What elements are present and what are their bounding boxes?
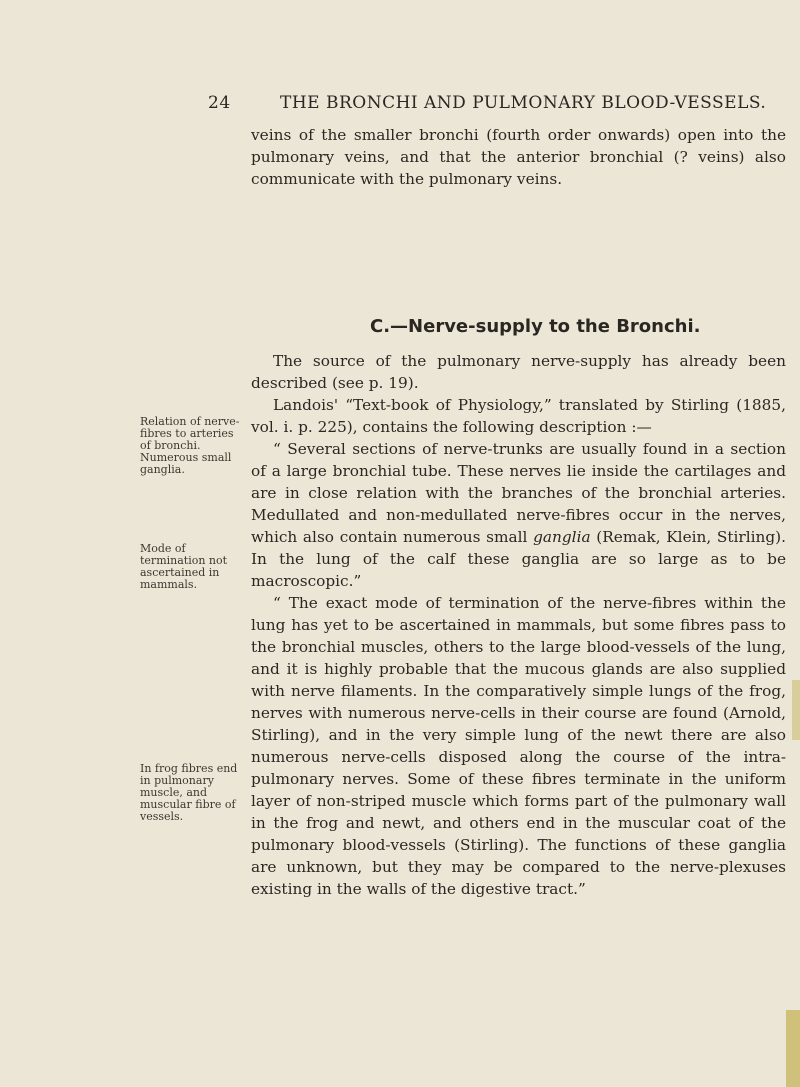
paragraph-landois: Landois' “Text-book of Physiology,” translated by Stirling (1885, vol. i. p. 225), contains the following description :— (251, 396, 786, 436)
paragraph-quote-1 (251, 438, 786, 592)
section-heading: C.—Nerve-supply to the Bronchi. (370, 316, 701, 337)
margin-note-frog: In frog fibres end in pulmonary muscle, and muscular fibre of vessels. (140, 762, 238, 823)
paragraph-quote-2: “ The exact mode of termination of the nerve-fibres within the lung has yet to be ascertained in mammals, but some fibres pass to the bronchial muscles, others to the large blood-vessels of the lung, and it is highly probable that the mucous glands are also supplied with nerve filaments. In the comparatively simple lungs of the frog, nerves with numerous nerve-cells in their course are found (Arnold, Stirling), and in the very simple lung of the newt there are also numerous nerve-cells disposed along the course of the intra-pulmonary nerves. Some of these fibres terminate in the uniform layer of non-striped muscle which forms part of the pulmonary wall in the frog and newt, and others end in the muscular coat of the pulmonary blood-vessels (Stirling). The functions of these ganglia are unknown, but they may be compared to the nerve-plexuses existing in the walls of the digestive tract.” (251, 594, 786, 898)
paragraph-source: The source of the pulmonary nerve-supply has already been described (see p. 19). (251, 352, 786, 392)
quote-1-part-a: “ Several sections of nerve-trunks are usually found in a section of a large bronchial tube. These nerves lie inside the cartilages and are in close relation with the branches of the bronchial arteries. Medullated and non-medullated nerve-fibres occur in the nerves, which also contain numerous small (251, 440, 786, 546)
body-block (251, 350, 786, 900)
quote-1-part-b: (Remak, Klein, Stirling). In the lung of the calf these ganglia are so large as to be macroscopic.” (251, 528, 787, 590)
page-edge-stain-bottom (786, 1010, 800, 1087)
running-title: THE BRONCHI AND PULMONARY BLOOD-VESSELS. (280, 93, 767, 113)
page-edge-stain (792, 680, 800, 740)
page-number: 24 (208, 93, 231, 113)
margin-note-relation: Relation of nerve-fibres to arteries of bronchi. Numerous small ganglia. (140, 415, 240, 476)
intro-paragraph: veins of the smaller bronchi (fourth order onwards) open into the pulmonary veins, and that the anterior bronchial (? veins) also communicate with the pulmonary veins. (251, 126, 786, 188)
margin-note-termination: Mode of termination not ascertained in mammals. (140, 542, 228, 591)
quote-1-italic: ganglia (533, 528, 591, 546)
